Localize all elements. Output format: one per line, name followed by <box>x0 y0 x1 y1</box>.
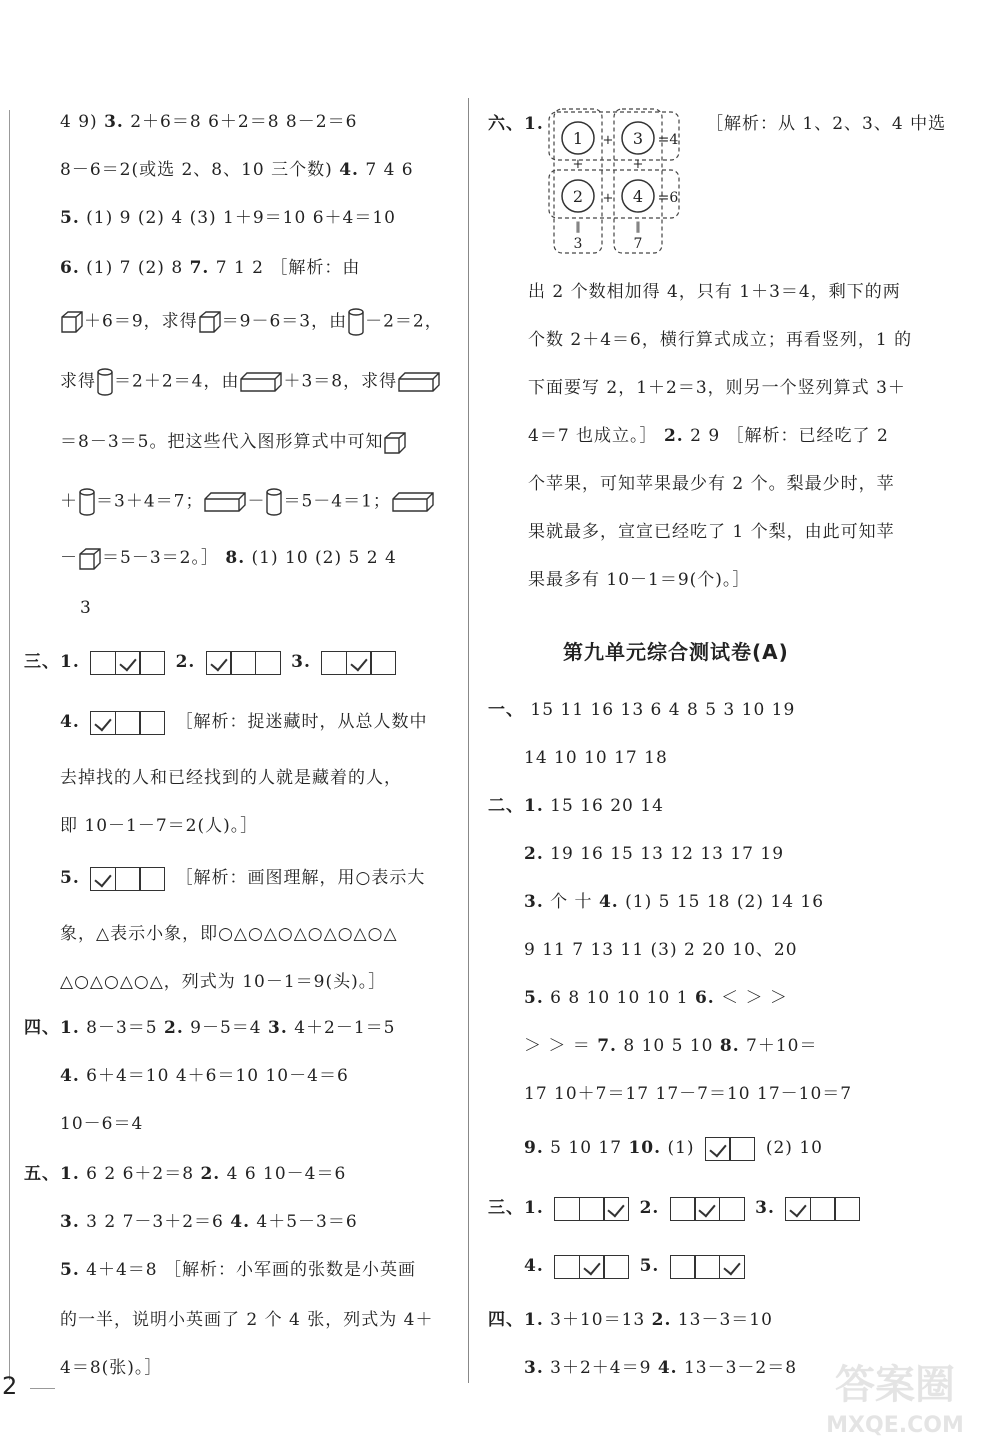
plus-sign: + <box>572 157 584 172</box>
answer-line: 个苹果，可知苹果最少有 2 个。梨最少时，苹 <box>528 474 895 494</box>
text: 3＋10＝13 <box>550 1310 646 1330</box>
empty-box <box>321 651 347 675</box>
text: 8 10 5 10 <box>623 1036 714 1056</box>
answer-line: 果最多有 10－1＝9(个)。］ <box>528 570 751 590</box>
text: 9－5＝4 <box>190 1018 262 1038</box>
empty-box <box>115 711 141 735</box>
question-number: 2. <box>164 1018 184 1038</box>
page-number: 2 <box>2 1372 18 1400</box>
answer-line <box>60 488 435 516</box>
answer-boxes <box>670 1255 745 1279</box>
answer-boxes <box>90 711 165 735</box>
question-number: 5. <box>60 208 80 228</box>
answer-line: 的一半，说明小英画了 2 个 4 张，列式为 4＋ <box>60 1310 434 1330</box>
answer-boxes <box>90 651 165 675</box>
empty-box <box>810 1197 836 1221</box>
answer-line <box>60 1210 358 1234</box>
answer-line: 个数 2＋4＝6，横行算式成立；再看竖列，1 的 <box>528 330 913 350</box>
empty-box <box>139 651 165 675</box>
text: 8－6＝2(或选 2、8、10 三个数) <box>60 160 333 180</box>
question-number: 四、1. <box>488 1310 544 1330</box>
empty-box <box>370 651 396 675</box>
text: －2＝2， <box>365 311 443 332</box>
empty-box <box>603 1255 629 1279</box>
cuboid-icon <box>391 491 435 513</box>
text: (2) 10 <box>765 1138 823 1158</box>
empty-box <box>139 711 165 735</box>
question-number: 4. <box>524 1256 544 1276</box>
answer-line <box>24 650 400 675</box>
answer-line: 即 10－1－7＝2(人)。］ <box>60 816 259 836</box>
empty-box <box>554 1197 580 1221</box>
answer-line: 9 11 7 13 11 (3) 2 20 10、20 <box>524 940 798 960</box>
question-number: 3. <box>524 1358 544 1378</box>
answer-line <box>524 1356 797 1380</box>
text: 求得 <box>60 371 96 392</box>
empty-box <box>694 1255 720 1279</box>
empty-box <box>90 651 116 675</box>
answer-boxes <box>670 1197 745 1221</box>
question-number: 5. <box>524 988 544 1008</box>
answer-boxes <box>554 1197 629 1221</box>
answer-line <box>24 1162 346 1186</box>
empty-box <box>719 1197 745 1221</box>
puzzle-number: 1 <box>572 129 584 148</box>
answer-line: 出 2 个数相加得 4，只有 1＋3＝4，剩下的两 <box>528 282 901 302</box>
text: (1) 10 (2) 5 2 4 <box>251 548 397 568</box>
text: 7 1 2 ［解析：由 <box>215 258 361 278</box>
text: 8－3＝5 <box>86 1018 158 1038</box>
answer-boxes <box>705 1137 756 1161</box>
answer-line <box>60 110 357 134</box>
answer-line <box>524 1136 823 1161</box>
text: 7 4 6 <box>365 160 414 180</box>
text: ＋6＝9，求得 <box>84 311 198 332</box>
column-sum: 7 <box>633 236 643 252</box>
answer-line: 10－6＝4 <box>60 1114 144 1134</box>
text: ［解析：画图理解，用○表示大 <box>175 868 426 888</box>
answer-line <box>60 1064 349 1088</box>
number-puzzle-diagram <box>548 108 688 258</box>
answer-line <box>60 368 441 396</box>
text: ＝3＋4＝7； <box>96 491 204 512</box>
question-number: 2. <box>663 426 684 446</box>
answer-line: 17 10＋7＝17 17－7＝10 17－10＝7 <box>524 1084 853 1104</box>
checked-box <box>785 1197 811 1221</box>
question-number: 10. <box>628 1138 662 1158</box>
puzzle-number: 4 <box>632 187 644 206</box>
text: ＝8－3＝5。把这些代入图形算式中可知 <box>60 432 384 452</box>
empty-box <box>670 1197 696 1221</box>
text: 2＋6＝8 6＋2＝8 8－2＝6 <box>130 112 358 132</box>
answer-line <box>528 424 889 448</box>
text: 6 2 6＋2＝8 <box>86 1164 195 1184</box>
text: ＋3＝8，求得 <box>283 371 398 392</box>
text: 个 十 <box>550 892 593 912</box>
question-number: 五、1. <box>24 1164 80 1184</box>
empty-box <box>554 1255 580 1279</box>
text: 4＋2－1＝5 <box>294 1018 396 1038</box>
checked-box <box>694 1197 720 1221</box>
question-number: 8. <box>719 1036 740 1056</box>
footer-rule <box>30 1388 55 1389</box>
text: 4 6 10－4＝6 <box>226 1164 347 1184</box>
text: 13－3＝10 <box>677 1310 773 1330</box>
page-top-margin <box>0 0 1000 100</box>
question-number: 7. <box>597 1036 617 1056</box>
question-number: 2. <box>639 1198 660 1218</box>
plus-sign: + <box>602 191 614 206</box>
checked-box <box>705 1137 731 1161</box>
answer-line <box>60 546 397 571</box>
question-number: 2. <box>200 1164 221 1184</box>
question-number: 4. <box>60 1066 80 1086</box>
cylinder-icon <box>78 488 96 516</box>
question-number: 5. <box>639 1256 660 1276</box>
answer-line <box>60 256 360 280</box>
cylinder-icon <box>347 308 365 336</box>
answer-line: 果就最多，宣宣已经吃了 1 个梨，由此可知苹 <box>528 522 895 542</box>
answer-line <box>524 842 784 866</box>
checked-box <box>90 867 116 891</box>
column-sum: 3 <box>573 236 583 252</box>
row-sum: =6 <box>657 190 679 206</box>
question-number: 6. <box>60 258 80 278</box>
answer-boxes <box>785 1197 860 1221</box>
question-number: 六、1. <box>488 114 544 134</box>
text: ［解析：捉迷藏时，从总人数中 <box>175 712 428 732</box>
text: 4＋5－3＝6 <box>256 1212 358 1232</box>
cuboid-icon <box>397 371 441 393</box>
checked-box <box>603 1197 629 1221</box>
question-number: 四、1. <box>24 1018 80 1038</box>
question-number: 9. <box>524 1138 544 1158</box>
question-number: 一、 <box>488 700 524 720</box>
question-number: 2. <box>175 652 196 672</box>
answer-boxes <box>321 651 396 675</box>
text: ＋ <box>60 491 78 512</box>
checked-box <box>719 1255 745 1279</box>
checked-box <box>346 651 372 675</box>
answer-line <box>60 710 428 735</box>
answer-line <box>60 866 425 891</box>
cube-icon <box>198 310 222 334</box>
text: 15 16 20 14 <box>550 796 664 816</box>
section-title: 第九单元综合测试卷(A) <box>563 640 789 664</box>
question-number: 3. <box>524 892 544 912</box>
puzzle-number: 3 <box>632 129 644 148</box>
answer-boxes <box>554 1255 629 1279</box>
answer-boxes <box>90 867 165 891</box>
row-sum: =4 <box>657 132 679 148</box>
question-number: 4. <box>598 892 619 912</box>
question-number: 三、1. <box>488 1198 544 1218</box>
cube-icon <box>60 310 84 334</box>
answer-line <box>24 1016 395 1040</box>
answer-line <box>488 1308 773 1332</box>
puzzle-number: 2 <box>572 187 584 206</box>
answer-line <box>488 112 544 136</box>
answer-line <box>706 112 946 136</box>
text: ＝9－6＝3，由 <box>221 311 348 332</box>
text: 4 9) <box>60 112 98 132</box>
text: 3＋2＋4＝9 <box>550 1358 652 1378</box>
checked-box <box>90 711 116 735</box>
cylinder-icon <box>265 488 283 516</box>
plus-sign: + <box>602 133 614 148</box>
text: ＝2＋2＝4，由 <box>114 371 240 392</box>
text: 2 9 ［解析：已经吃了 2 <box>690 426 889 446</box>
answer-line: △○△○△○△，列式为 10－1＝9(头)。］ <box>60 972 387 992</box>
text: 3 2 7－3＋2＝6 <box>86 1212 224 1232</box>
text: (1) 9 (2) 4 (3) 1＋9＝10 6＋4＝10 <box>86 208 396 228</box>
plus-sign: + <box>632 157 644 172</box>
svg-text:‖: ‖ <box>635 220 641 233</box>
answer-line <box>524 1254 749 1279</box>
question-number: 三、1. <box>24 652 80 672</box>
answer-line <box>60 1258 416 1282</box>
text: (1) 7 (2) 8 <box>86 258 184 278</box>
svg-text:‖: ‖ <box>575 220 581 233</box>
empty-box <box>729 1137 755 1161</box>
question-number: 7. <box>189 258 210 278</box>
text: ＞ ＞ ＝ <box>524 1036 591 1056</box>
cuboid-icon <box>203 491 247 513</box>
question-number: 3. <box>60 1212 80 1232</box>
text: 4＋4＝8 ［解析：小军画的张数是小英画 <box>86 1260 417 1280</box>
answer-line <box>60 206 396 230</box>
text: ［解析：从 1、2、3、4 中选 <box>706 114 947 134</box>
answer-line <box>488 1196 864 1221</box>
cube-icon <box>383 431 407 455</box>
answer-line <box>524 1034 818 1058</box>
column-divider <box>468 98 469 1383</box>
empty-box <box>139 867 165 891</box>
question-number: 4. <box>60 712 80 732</box>
cylinder-icon <box>96 368 114 396</box>
checked-box <box>115 651 141 675</box>
answer-line <box>80 596 92 620</box>
question-number: 2. <box>524 844 544 864</box>
empty-box <box>115 867 141 891</box>
answer-line <box>60 430 407 455</box>
text: 6＋4＝10 4＋6＝10 10－4＝6 <box>86 1066 349 1086</box>
text: ＝5－4＝1； <box>283 491 391 512</box>
text: ＜ ＞ ＞ <box>721 988 788 1008</box>
left-margin-rule <box>9 110 10 1380</box>
empty-box <box>230 651 256 675</box>
question-number: 5. <box>60 868 80 888</box>
answer-boxes <box>206 651 281 675</box>
text: 6 8 10 10 10 1 <box>550 988 689 1008</box>
text: 7＋10＝ <box>746 1036 818 1056</box>
checked-box <box>206 651 232 675</box>
text: ＝5－3＝2。］ <box>102 548 219 568</box>
watermark-logo <box>800 1350 990 1440</box>
text: － <box>60 548 78 568</box>
text: 13－3－2＝8 <box>683 1358 798 1378</box>
question-number: 3. <box>291 652 311 672</box>
question-number: 4. <box>339 160 359 180</box>
cuboid-icon <box>239 371 283 393</box>
empty-box <box>255 651 281 675</box>
answer-line <box>488 794 664 818</box>
empty-box <box>579 1197 605 1221</box>
text: (1) 5 15 18 (2) 14 16 <box>625 892 825 912</box>
answer-line: 下面要写 2，1＋2＝3，则另一个竖列算式 3＋ <box>528 378 906 398</box>
text: 19 16 15 13 12 13 17 19 <box>550 844 785 864</box>
answer-line <box>60 308 443 336</box>
answer-line <box>488 698 795 722</box>
answer-line <box>524 986 788 1010</box>
question-number: 4. <box>230 1212 251 1232</box>
question-number: 二、1. <box>488 796 544 816</box>
text: － <box>247 491 266 512</box>
watermark-url: MXQE.COM <box>826 1413 964 1438</box>
question-number: 8. <box>225 548 246 568</box>
answer-line: 14 10 10 17 18 <box>524 748 668 768</box>
answer-line: 象，△表示小象，即○△○△○△○△○△○△ <box>60 924 398 944</box>
question-number: 6. <box>694 988 715 1008</box>
empty-box <box>670 1255 696 1279</box>
question-number: 3. <box>104 112 124 132</box>
text: 15 11 16 13 6 4 8 5 3 10 19 <box>530 700 796 720</box>
text: 3 <box>80 598 92 618</box>
answer-line <box>524 890 824 914</box>
checked-box <box>579 1255 605 1279</box>
question-number: 3. <box>268 1018 288 1038</box>
question-number: 5. <box>60 1260 80 1280</box>
cube-icon <box>78 547 102 571</box>
text: 5 10 17 <box>550 1138 623 1158</box>
question-number: 2. <box>651 1310 672 1330</box>
answer-line: 4＝8(张)。］ <box>60 1358 163 1378</box>
text: (1) <box>667 1138 695 1158</box>
answer-line: 去掉找的人和已经找到的人就是藏着的人， <box>60 768 402 788</box>
question-number: 4. <box>657 1358 678 1378</box>
question-number: 3. <box>755 1198 775 1218</box>
empty-box <box>834 1197 860 1221</box>
answer-line <box>60 158 414 182</box>
watermark-text: 答案圈 <box>835 1362 955 1408</box>
text: 4＝7 也成立。］ <box>528 426 658 446</box>
